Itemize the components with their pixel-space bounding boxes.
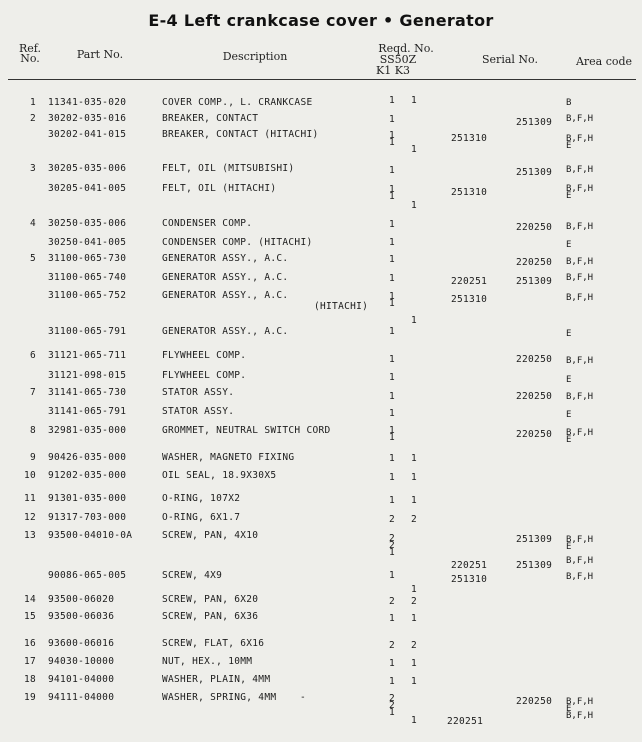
area-code: B,F,H [566,273,594,283]
part-number: 11341-035-020 [48,97,127,108]
serial-from: 220251 [447,716,484,727]
ref-no: 18 [23,674,36,685]
header-ref-no [14,44,46,64]
area-code: B,F,H E [566,535,594,552]
part-number: 30205-041-005 [48,183,127,194]
ref-no: 14 [23,594,36,605]
description: SCREW, PAN, 6X20 [162,594,259,605]
part-number: 31141-065-730 [48,387,127,398]
qty-k1: 1 [389,658,395,669]
ref-no: 8 [29,425,36,436]
serial-to: 220250 [516,257,553,268]
part-number: 32981-035-000 [48,425,127,436]
part-number: 31121-098-015 [48,370,127,381]
area-code: E [566,410,572,420]
qty-k1: 1 [389,114,395,125]
part-number: 94101-04000 [48,674,115,685]
part-number: 93500-06020 [48,594,115,605]
part-number: 91317-703-000 [48,512,127,523]
description: STATOR ASSY. [162,387,235,398]
serial-from: 220251 [451,276,488,287]
area-code: B,F,H [566,572,594,582]
area-code: B,F,H E [566,184,594,201]
part-number: 90426-035-000 [48,452,127,463]
serial-from: 251310 [451,133,488,144]
qty-k1: 2 2 1 [389,693,395,718]
serial-to: 220250 [516,222,553,233]
description: GROMMET, NEUTRAL SWITCH CORD [162,425,331,436]
qty-k1: 1 [389,326,395,337]
part-number: 93600-06016 [48,638,115,649]
part-number: 94030-10000 [48,656,115,667]
description: GENERATOR ASSY., A.C. [162,326,289,337]
ref-no: 12 [23,512,36,523]
description: WASHER, MAGNETO FIXING [162,452,295,463]
description: FELT, OIL (HITACHI) [162,183,277,194]
area-code: B,F,H [566,556,594,566]
description: CONDENSER COMP. [162,218,253,229]
serial-to: 251309 [516,117,553,128]
qty-k1: 1 [389,453,395,464]
area-code: B,F,H [566,392,594,402]
qty-k3: 1 [411,715,417,726]
qty-k3: 1 [411,613,417,624]
qty-k1: 1 [389,237,395,248]
qty-k1: 1 [389,254,395,265]
qty-k1: 1 [389,495,395,506]
header-ref-no-line2: No. [20,52,40,65]
serial-to: 220250 [516,354,553,365]
serial-to: 220250 [516,391,553,402]
qty-k3: 1 [411,453,417,464]
description: SCREW, PAN, 6X36 [162,611,259,622]
part-number: 91301-035-000 [48,493,127,504]
description: FLYWHEEL COMP. [162,350,247,361]
qty-k3: 1 [411,584,417,595]
serial-from: 220251 [451,560,488,571]
ref-no: 7 [29,387,36,398]
qty-k1: 1 [389,408,395,419]
qty-k3: 2 [411,596,417,607]
part-number: 30202-041-015 [48,129,127,140]
qty-k1: 1 1 [389,184,395,202]
ref-no: 16 [23,638,36,649]
qty-k1: 1 [389,273,395,284]
header-part-no: Part No. [76,48,124,61]
qty-k1: 1 [389,391,395,402]
qty-k3: 1 [411,144,417,155]
qty-k1: 1 [389,354,395,365]
area-code: B,F,H E [566,428,594,445]
area-code: B,F,H [566,356,594,366]
qty-k1: 1 [389,472,395,483]
ref-no: 3 [29,163,36,174]
header-area-code: Area code [575,55,633,68]
part-number: 31141-065-791 [48,406,127,417]
qty-k1: 1 [389,95,395,106]
part-number: 30202-035-016 [48,113,127,124]
header-description: Description [222,50,288,63]
qty-k1: 1 [389,165,395,176]
description: WASHER, PLAIN, 4MM [162,674,271,685]
qty-k3: 2 [411,514,417,525]
description: FLYWHEEL COMP. [162,370,247,381]
area-code: B [566,98,572,108]
area-code: E [566,240,572,250]
serial-from: 251310 [451,187,488,198]
area-code: E [566,375,572,385]
part-number: 94111-04000 [48,692,115,703]
part-number: 31121-065-711 [48,350,127,361]
description: O-RING, 107X2 [162,493,241,504]
serial-to: 220250 [516,429,553,440]
description: BREAKER, CONTACT [162,113,259,124]
part-number: 31100-065-730 [48,253,127,264]
qty-k1: 1 [389,613,395,624]
qty-k1: 2 [389,514,395,525]
serial-to: 251309 [516,560,553,571]
ref-no: 19 [23,692,36,703]
qty-k3: 1 [411,95,417,106]
ref-no: 5 [29,253,36,264]
part-number: 31100-065-740 [48,272,127,283]
header-k-cols: K1 K3 [376,64,410,77]
header-model: SS50Z [379,53,417,66]
description: STATOR ASSY. [162,406,235,417]
description-note: (HITACHI) [314,301,369,312]
qty-k3: 1 [411,315,417,326]
description: GENERATOR ASSY., A.C. [162,272,289,283]
qty-k3: 2 [411,640,417,651]
description: BREAKER, CONTACT (HITACHI) [162,129,319,140]
ref-no: 9 [29,452,36,463]
qty-k1: 1 [389,219,395,230]
qty-k1: 1 [389,676,395,687]
serial-from: 251310 [451,574,488,585]
area-code: B,F,H [566,293,594,303]
qty-k1: 2 [389,640,395,651]
qty-k1: 2 [389,596,395,607]
header-ref-no-line1: Ref. [19,42,41,55]
qty-k1: 1 1 [389,291,395,309]
ref-no: 11 [23,493,36,504]
part-number: 31100-065-791 [48,326,127,337]
part-number: 30250-035-006 [48,218,127,229]
qty-k1: 1 [389,372,395,383]
qty-k3: 1 [411,658,417,669]
ref-no: 17 [23,656,36,667]
ref-no: 10 [23,470,36,481]
area-code: B,F,H E [566,134,594,151]
qty-k1: 2 2 1 [389,533,395,558]
ref-no: 2 [29,113,36,124]
ref-no: 15 [23,611,36,622]
description: COVER COMP., L. CRANKCASE [162,97,313,108]
serial-from: 251310 [451,294,488,305]
area-code: E [566,329,572,339]
serial-to: 251309 [516,276,553,287]
qty-k1: 1 [389,570,395,581]
description: GENERATOR ASSY., A.C. [162,253,289,264]
description: SCREW, PAN, 4X10 [162,530,259,541]
qty-k3: 1 [411,472,417,483]
area-code: B,F,H [566,114,594,124]
description: NUT, HEX., 10MM [162,656,253,667]
description: SCREW, FLAT, 6X16 [162,638,265,649]
description: FELT, OIL (MITSUBISHI) [162,163,295,174]
ref-no: 4 [29,218,36,229]
part-number: 93500-04010-0A [48,530,133,541]
qty-k1: 1 1 [389,130,395,148]
description: O-RING, 6X1.7 [162,512,241,523]
header-rule [8,79,636,80]
serial-to: 220250 [516,696,553,707]
page-title: E-4 Left crankcase cover • Generator [148,11,494,30]
header-reqd-no: Reqd. No. [378,42,434,55]
qty-k3: 1 [411,495,417,506]
qty-k1: 1 1 [389,425,395,443]
serial-to: 251309 [516,167,553,178]
description: WASHER, SPRING, 4MM [162,692,277,703]
description: OIL SEAL, 18.9X30X5 [162,470,277,481]
part-number: 30250-041-005 [48,237,127,248]
part-number: 30205-035-006 [48,163,127,174]
area-code: B,F,H [566,222,594,232]
qty-k3: 1 [411,676,417,687]
part-number: 31100-065-752 [48,290,127,301]
serial-to: 251309 [516,534,553,545]
description: GENERATOR ASSY., A.C. [162,290,289,301]
ref-no: 6 [29,350,36,361]
dash-mark: - [300,692,307,703]
description: SCREW, 4X9 [162,570,223,581]
ref-no: 13 [23,530,36,541]
area-code: B,F,H E B,F,H [566,697,594,721]
area-code: B,F,H [566,257,594,267]
qty-k3: 1 [411,200,417,211]
part-number: 93500-06036 [48,611,115,622]
description: CONDENSER COMP. (HITACHI) [162,237,313,248]
area-code: B,F,H [566,165,594,175]
header-serial-no: Serial No. [482,53,538,66]
ref-no: 1 [29,97,36,108]
part-number: 91202-035-000 [48,470,127,481]
part-number: 90086-065-005 [48,570,127,581]
